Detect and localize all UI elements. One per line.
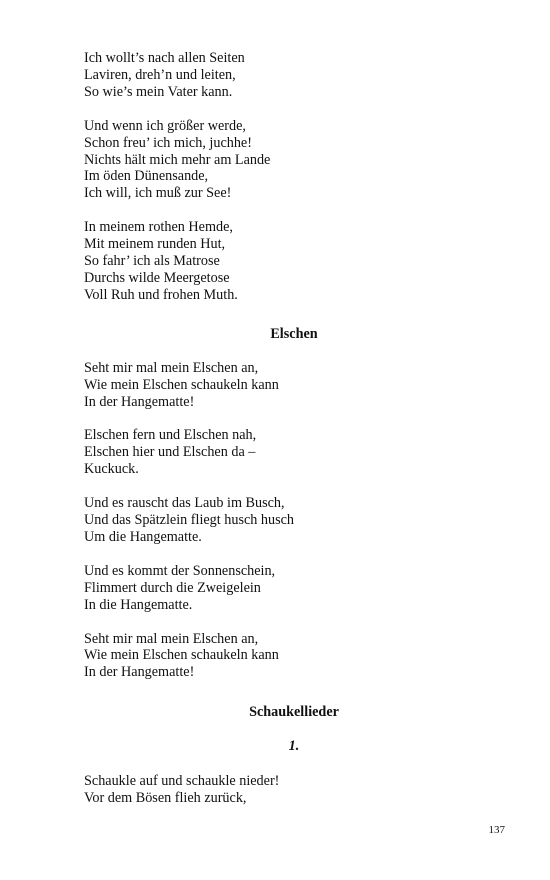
verse-line: Seht mir mal mein Elschen an, bbox=[84, 359, 259, 376]
verse-line: In der Hangematte! bbox=[84, 393, 195, 410]
verse-line: Ich wollt’s nach allen Seiten bbox=[84, 50, 245, 66]
poem-section-number: 1. bbox=[288, 738, 300, 755]
verse-line: Schon freu’ ich mich, juchhe! bbox=[84, 134, 252, 151]
verse-line: Nichts hält mich mehr am Lande bbox=[84, 151, 271, 168]
poem-top bbox=[84, 50, 504, 304]
verse-line: Im öden Dünensande, bbox=[84, 168, 209, 185]
stanza bbox=[84, 631, 504, 682]
poem-schaukellieder bbox=[84, 704, 504, 807]
verse-line: Voll Ruh und frohen Muth. bbox=[84, 286, 238, 303]
poem-title: Schaukellieder bbox=[249, 704, 339, 721]
verse-line: In meinem rothen Hemde, bbox=[84, 219, 233, 236]
stanza bbox=[84, 219, 504, 304]
verse-line: In der Hangematte! bbox=[84, 664, 195, 681]
verse-line: Seht mir mal mein Elschen an, bbox=[84, 630, 259, 647]
verse-line: Ich will, ich muß zur See! bbox=[84, 185, 232, 202]
verse-line: Und es rauscht das Laub im Busch, bbox=[84, 495, 285, 512]
stanza bbox=[84, 773, 504, 807]
verse-line: In die Hangematte. bbox=[84, 596, 193, 613]
stanza bbox=[84, 360, 504, 411]
verse-line: Laviren, dreh’n und leiten, bbox=[84, 66, 236, 83]
verse-line: Kuckuck. bbox=[84, 461, 139, 478]
page-body bbox=[84, 50, 504, 824]
verse-line: So wie’s mein Vater kann. bbox=[84, 83, 233, 100]
poem-title: Elschen bbox=[270, 325, 318, 342]
stanza bbox=[84, 50, 504, 101]
verse-line: Und es kommt der Sonnenschein, bbox=[84, 562, 276, 579]
verse-line: Mit meinem runden Hut, bbox=[84, 236, 226, 253]
stanza bbox=[84, 563, 504, 614]
stanza bbox=[84, 118, 504, 203]
verse-line: Elschen fern und Elschen nah, bbox=[84, 427, 257, 444]
verse-line: Durchs wilde Meergetose bbox=[84, 269, 230, 286]
poem-elschen bbox=[84, 326, 504, 682]
verse-line: Elschen hier und Elschen da – bbox=[84, 444, 256, 461]
stanza bbox=[84, 495, 504, 546]
verse-line: Wie mein Elschen schaukeln kann bbox=[84, 647, 279, 664]
verse-line: Und das Spätzlein fliegt husch husch bbox=[84, 512, 295, 529]
verse-line: Schaukle auf und schaukle nieder! bbox=[84, 773, 280, 790]
verse-line: Flimmert durch die Zweigelein bbox=[84, 579, 261, 596]
verse-line: Um die Hangematte. bbox=[84, 528, 202, 545]
verse-line: Vor dem Bösen flieh zurück, bbox=[84, 790, 247, 806]
verse-line: Und wenn ich größer werde, bbox=[84, 117, 246, 134]
page-number: 137 bbox=[488, 824, 505, 836]
stanza bbox=[84, 427, 504, 478]
verse-line: Wie mein Elschen schaukeln kann bbox=[84, 376, 279, 393]
verse-line: So fahr’ ich als Matrose bbox=[84, 253, 220, 270]
